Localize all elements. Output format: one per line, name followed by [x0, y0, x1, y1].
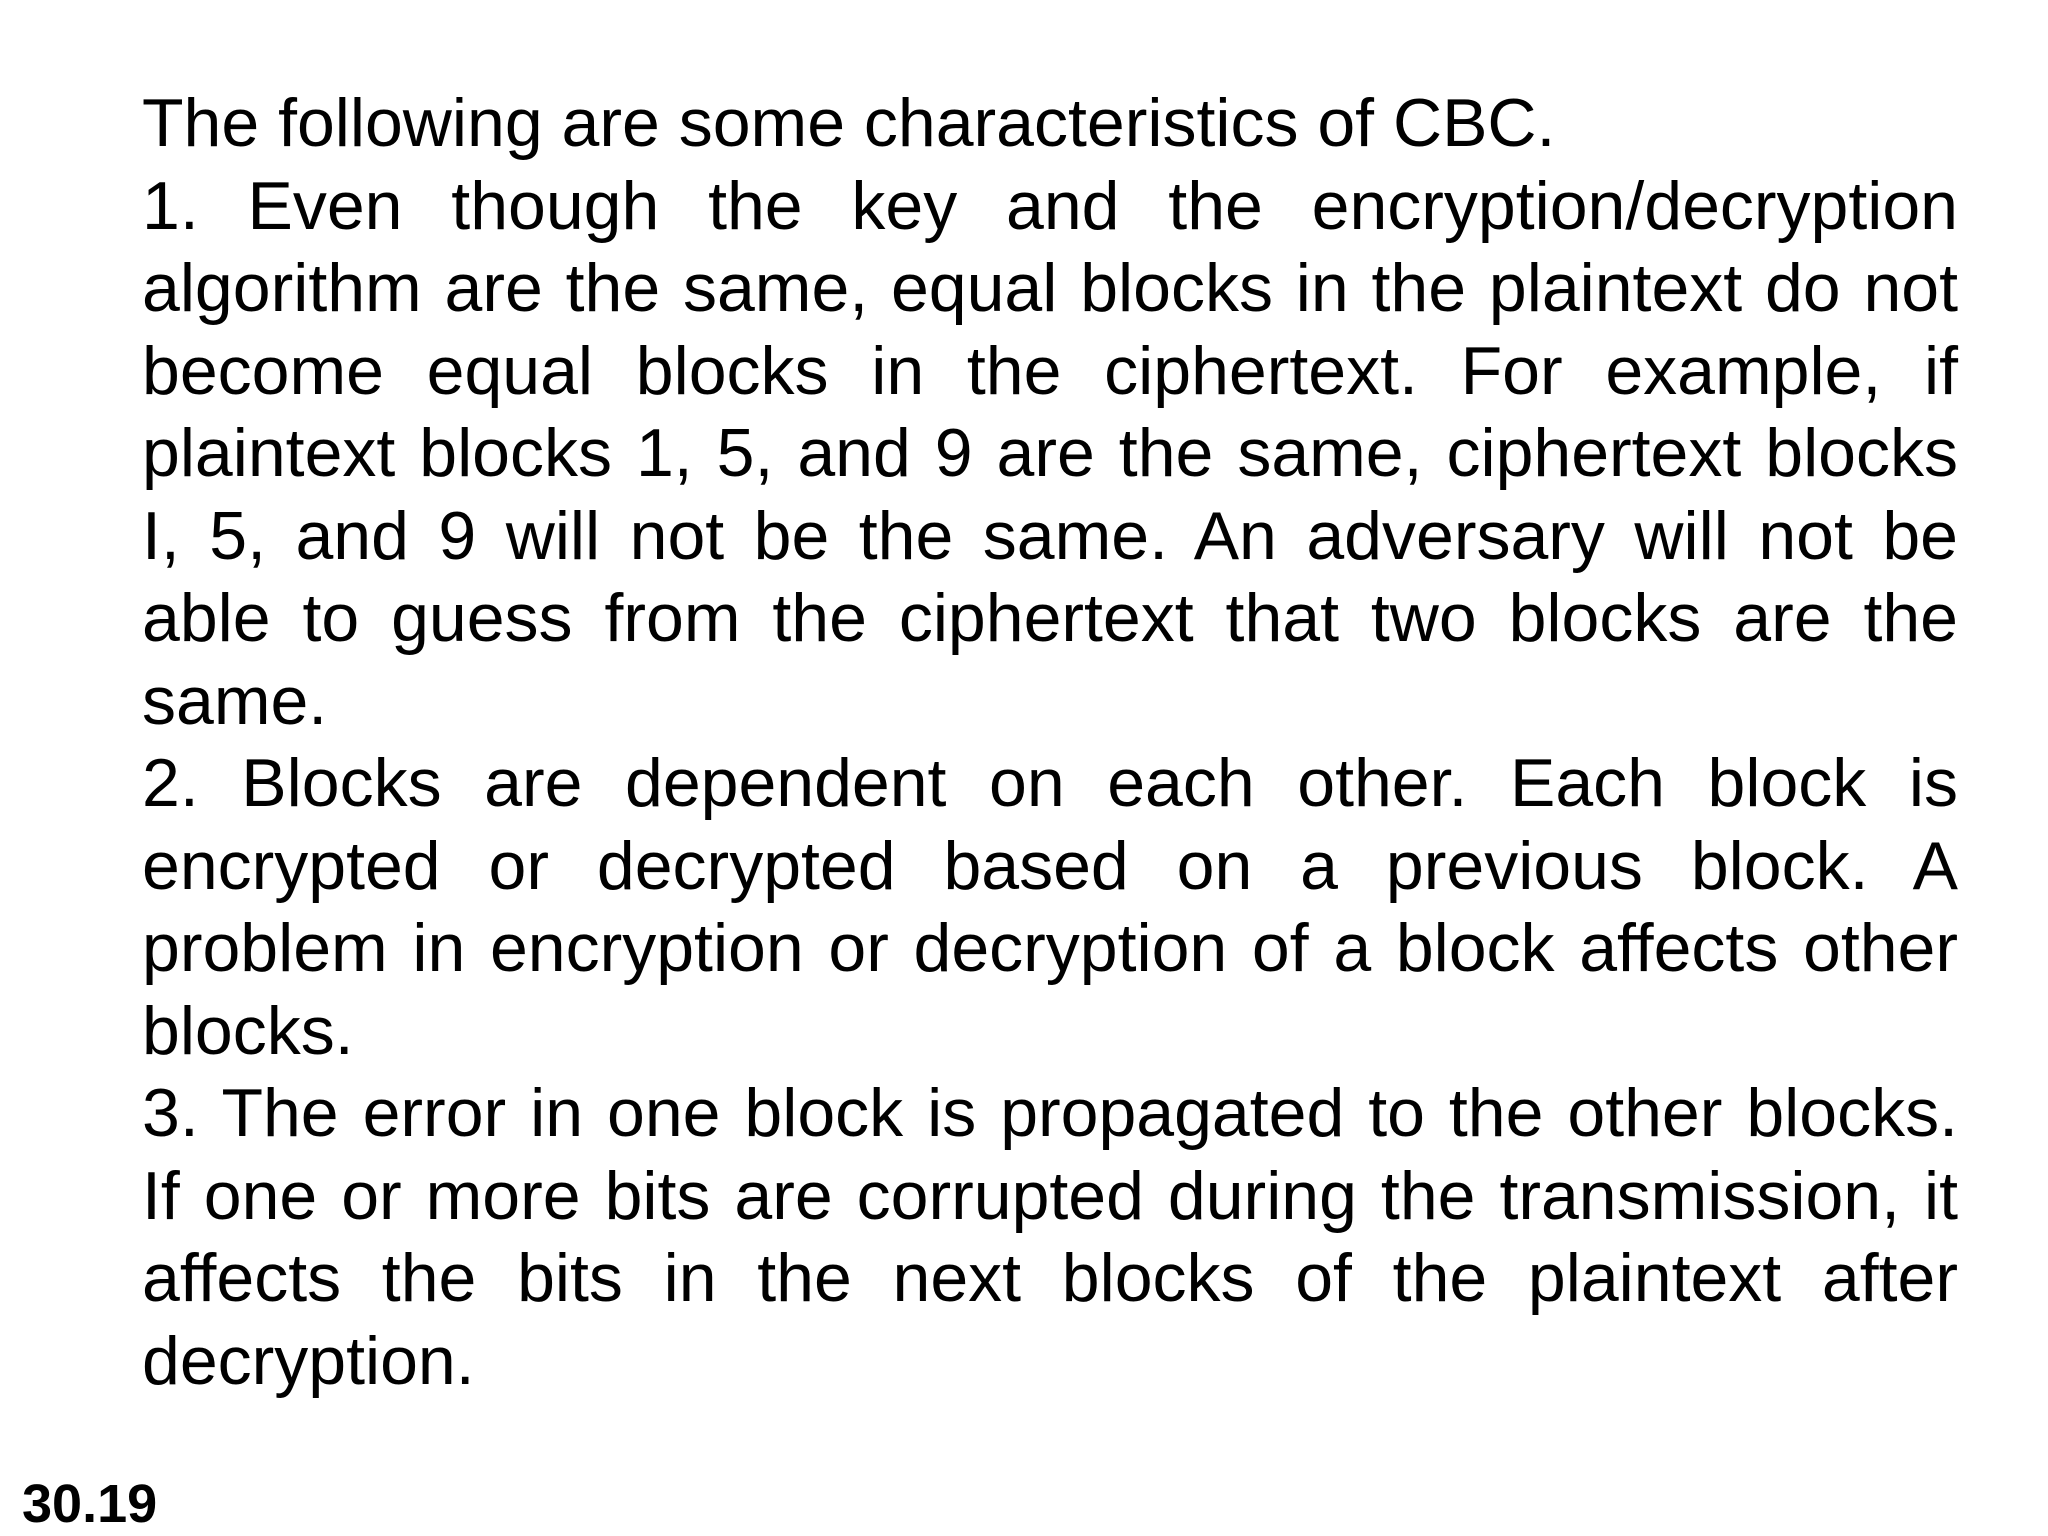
point-2: 2. Blocks are dependent on each other. Each block is encrypted or decrypted based on a previous block. A problem in encryption or decryption of a block affects other blocks.: [142, 745, 1958, 1069]
slide-body: [142, 82, 1958, 1402]
point-1: 1. Even though the key and the encryption/decryption algorithm are the same, equal blocks in the plaintext do not become equal blocks in the ciphertext. For example, if plaintext blocks 1, 5, and 9 are the same, ciphertext blocks I, 5, and 9 will not be the same. An adversary will not be able to guess from the ciphertext that two blocks are the same.: [142, 167, 1958, 739]
point-3: 3. The error in one block is propagated to the other blocks. If one or more bits are corrupted during the transmission, it affects the bits in the next blocks of the plaintext after decryption.: [142, 1075, 1958, 1399]
page-number: 30.19: [22, 1474, 158, 1534]
intro-text: The following are some characteristics of CBC.: [142, 85, 1556, 161]
